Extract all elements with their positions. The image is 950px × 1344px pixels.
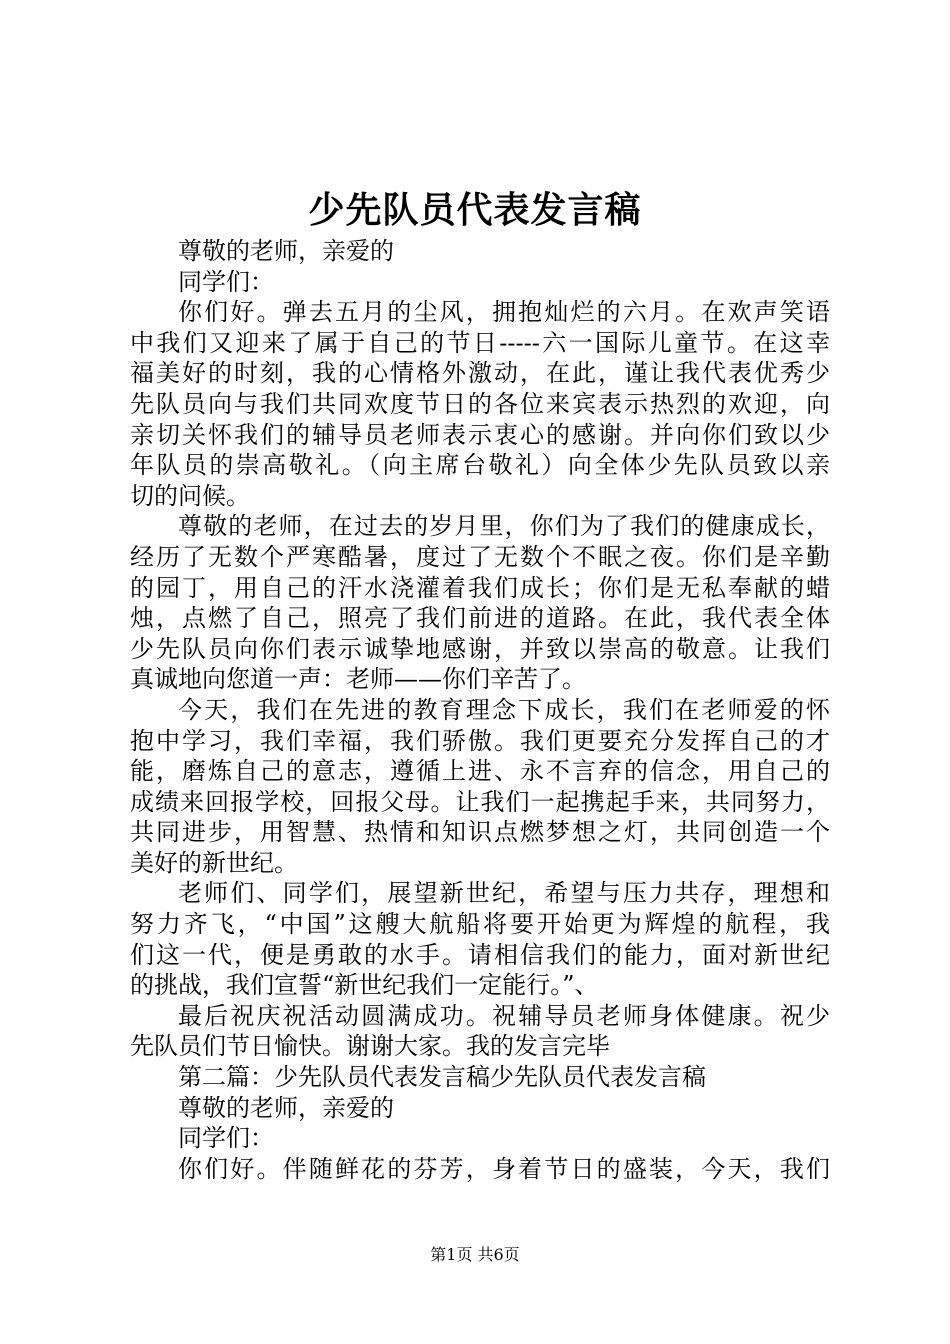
text-line: 尊敬的老师，亲爱的 xyxy=(178,1093,394,1122)
text-line: 第二篇：少先队员代表发言稿少先队员代表发言稿 xyxy=(178,1063,706,1092)
text-line: 共同进步，用智慧、热情和知识点燃梦想之灯，共同创造一个 xyxy=(130,818,830,847)
text-line: 先队员向与我们共同欢度节日的各位来宾表示热烈的欢迎，向 xyxy=(130,389,830,418)
text-line: 成绩来回报学校，回报父母。让我们一起携起手来，共同努力， xyxy=(130,787,830,816)
text-line: 最后祝庆祝活动圆满成功。祝辅导员老师身体健康。祝少 xyxy=(178,1001,830,1030)
document-title: 少先队员代表发言稿 xyxy=(308,189,642,231)
text-line: 福美好的时刻，我的心情格外激动，在此，谨让我代表优秀少 xyxy=(130,359,830,388)
text-line: 先队员们节日愉快。谢谢大家。我的发言完毕 xyxy=(130,1032,610,1061)
text-line: 亲切关怀我们的辅导员老师表示衷心的感谢。并向你们致以少 xyxy=(130,420,830,449)
text-line: 尊敬的老师，在过去的岁月里，你们为了我们的健康成长， xyxy=(178,512,830,541)
page-footer: 第1页 共6页 xyxy=(430,1245,520,1264)
text-line: 的挑战，我们宣誓“新世纪我们一定能行。”、 xyxy=(130,971,599,1000)
text-line: 年队员的崇高敬礼。（向主席台敬礼）向全体少先队员致以亲 xyxy=(130,451,830,480)
text-line: 你们好。弹去五月的尘风，拥抱灿烂的六月。在欢声笑语 xyxy=(178,298,830,327)
text-line: 能，磨炼自己的意志，遵循上进、永不言弃的信念，用自己的 xyxy=(130,757,830,786)
text-line: 美好的新世纪。 xyxy=(130,848,298,877)
text-line: 经历了无数个严寒酷暑，度过了无数个不眠之夜。你们是辛勤 xyxy=(130,542,830,571)
text-line: 们这一代，便是勇敢的水手。请相信我们的能力，面对新世纪 xyxy=(130,940,830,969)
document-body xyxy=(130,236,830,1184)
text-line: 烛，点燃了自己，照亮了我们前进的道路。在此，我代表全体 xyxy=(130,604,830,633)
text-line: 中我们又迎来了属于自己的节日-----六一国际儿童节。在这幸 xyxy=(130,328,830,357)
text-line: 抱中学习，我们幸福，我们骄傲。我们更要充分发挥自己的才 xyxy=(130,726,830,755)
text-line: 今天，我们在先进的教育理念下成长，我们在老师爱的怀 xyxy=(178,695,830,724)
text-line: 真诚地向您道一声：老师——你们辛苦了。 xyxy=(130,665,586,694)
text-line: 同学们： xyxy=(178,267,274,296)
text-line: 同学们： xyxy=(178,1124,274,1153)
text-line: 你们好。伴随鲜花的芬芳，身着节日的盛装，今天，我们 xyxy=(178,1154,830,1183)
text-line: 切的问候。 xyxy=(130,481,250,510)
text-line: 老师们、同学们，展望新世纪，希望与压力共存，理想和 xyxy=(178,879,830,908)
text-line: 努力齐飞，“中国”这艘大航船将要开始更为辉煌的航程，我 xyxy=(130,910,830,939)
text-line: 的园丁，用自己的汗水浇灌着我们成长；你们是无私奉献的蜡 xyxy=(130,573,830,602)
text-line: 尊敬的老师，亲爱的 xyxy=(178,237,394,265)
text-line: 少先队员向你们表示诚挚地感谢，并致以崇高的敬意。让我们 xyxy=(130,634,830,663)
